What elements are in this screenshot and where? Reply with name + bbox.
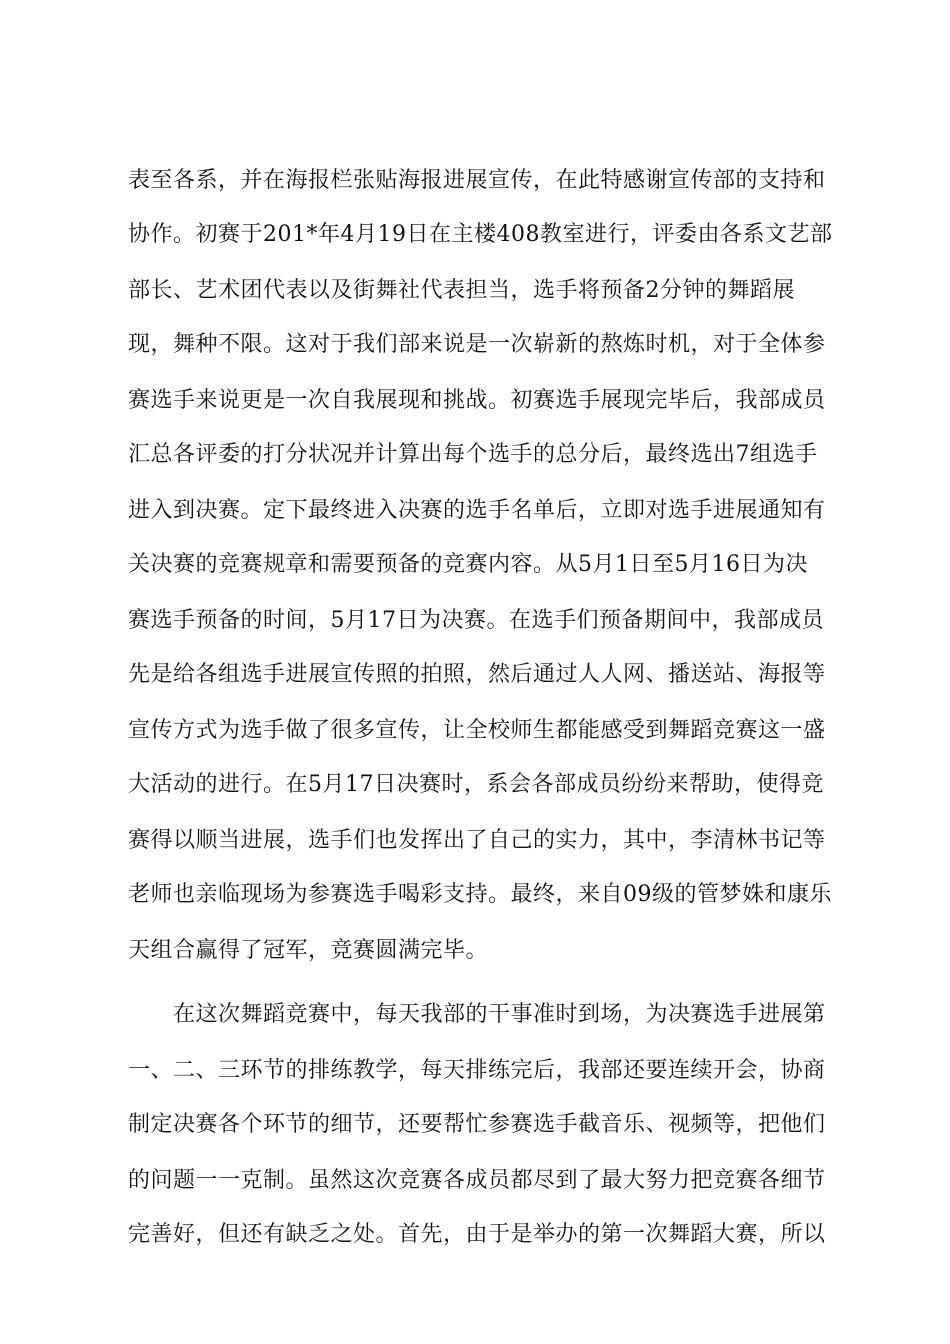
text-line: 先是给各组选手进展宣传照的拍照，然后通过人人网、播送站、海报等 — [128, 662, 826, 687]
text-line: 老师也亲临现场为参赛选手喝彩支持。最终，来自09级的管梦姝和康乐 — [128, 882, 832, 907]
text-line: 赛选手预备的时间，5月17日为决赛。在选手们预备期间中，我部成员 — [128, 608, 824, 633]
text-line: 一、二、三环节的排练教学，每天排练完后，我部还要连续开会，协商 — [128, 1058, 826, 1083]
text-line: 在这次舞蹈竞赛中，每天我部的干事准时到场，为决赛选手进展第 — [128, 1002, 826, 1027]
text-line: 表至各系，并在海报栏张贴海报进展宣传，在此特感谢宣传部的支持和 — [128, 168, 826, 193]
text-line: 关决赛的竞赛规章和需要预备的竞赛内容。从5月1日至5月16日为决 — [128, 552, 808, 577]
text-line: 天组合赢得了冠军，竞赛圆满完毕。 — [128, 938, 489, 963]
text-line: 进入到决赛。定下最终进入决赛的选手名单后，立即对选手进展通知有 — [128, 498, 826, 523]
text-line: 制定决赛各个环节的细节，还要帮忙参赛选手截音乐、视频等，把他们 — [128, 1112, 826, 1137]
text-line: 汇总各评委的打分状况并计算出每个选手的总分后，最终选出7组选手 — [128, 442, 818, 467]
text-line: 协作。初赛于201*年4月19日在主楼408教室进行，评委由各系文艺部 — [128, 222, 833, 247]
text-line: 宣传方式为选手做了很多宣传，让全校师生都能感受到舞蹈竞赛这一盛 — [128, 718, 826, 743]
text-line: 部长、艺术团代表以及街舞社代表担当，选手将预备2分钟的舞蹈展 — [128, 278, 795, 303]
text-line: 大活动的进行。在5月17日决赛时，系会各部成员纷纷来帮助，使得竞 — [128, 772, 824, 797]
text-line: 现，舞种不限。这对于我们部来说是一次崭新的熬炼时机，对于全体参 — [128, 332, 826, 357]
text-line: 完善好，但还有缺乏之处。首先，由于是举办的第一次舞蹈大赛，所以 — [128, 1222, 826, 1247]
text-line: 赛选手来说更是一次自我展现和挑战。初赛选手展现完毕后，我部成员 — [128, 388, 826, 413]
text-line: 赛得以顺当进展，选手们也发挥出了自己的实力，其中，李清林书记等 — [128, 828, 826, 853]
text-line: 的问题一一克制。虽然这次竞赛各成员都尽到了最大努力把竞赛各细节 — [128, 1168, 826, 1193]
